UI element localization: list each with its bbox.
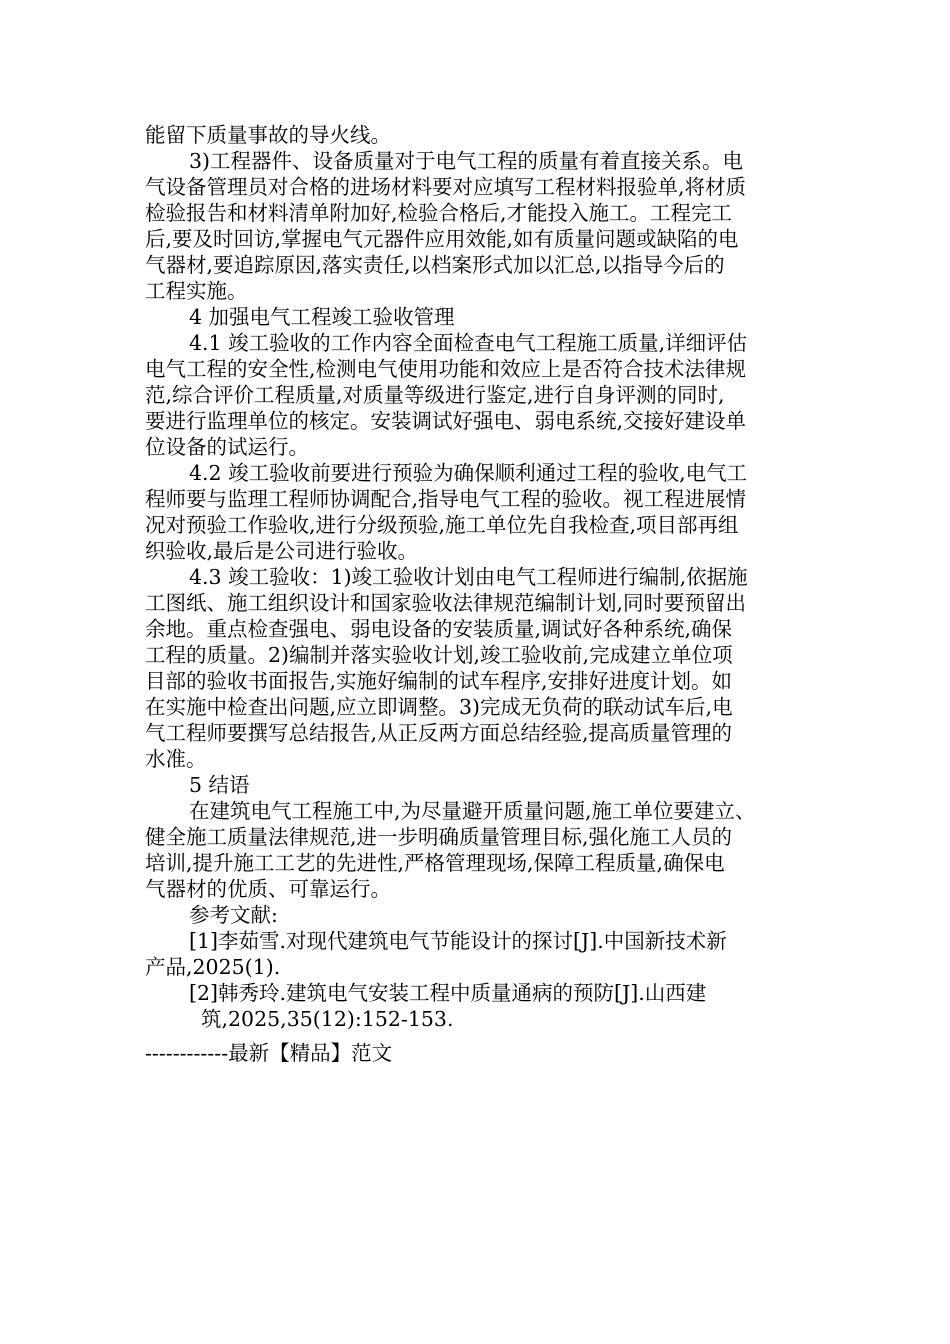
text-line: 余地。重点检查强电、弱电设备的安装质量,调试好各种系统,确保 xyxy=(145,617,733,641)
text-line: 气工程师要撰写总结报告,从正反两方面总结经验,提高质量管理的 xyxy=(145,721,733,745)
text-line: 后,要及时回访,掌握电气元器件应用效能,如有质量问题或缺陷的电 xyxy=(145,227,739,251)
text-line: 要进行监理单位的核定。安装调试好强电、弱电系统,交接好建设单 xyxy=(145,409,747,433)
text-line: 工程的质量。2)编制并落实验收计划,竣工验收前,完成建立单位项 xyxy=(145,643,733,667)
text-line: 参考文献: xyxy=(189,903,278,927)
text-line: 电气工程的安全性,检测电气使用功能和效应上是否符合技术法律规 xyxy=(145,357,747,381)
text-line: 目部的验收书面报告,实施好编制的试车程序,安排好进度计划。如 xyxy=(145,669,733,693)
text-line: 位设备的试运行。 xyxy=(145,435,309,459)
text-line: 在实施中检查出问题,应立即调整。3)完成无负荷的联动试车后,电 xyxy=(145,695,733,719)
text-line: [2]韩秀玲.建筑电气安装工程中质量通病的预防[J].山西建 xyxy=(189,981,707,1005)
text-line: 健全施工质量法律规范,进一步明确质量管理目标,强化施工人员的 xyxy=(145,825,733,849)
text-line: 筑,2025,35(12):152-153. xyxy=(201,1007,454,1031)
text-line: 工图纸、施工组织设计和国家验收法律规范编制计划,同时要预留出 xyxy=(145,591,747,615)
text-line: 3)工程器件、设备质量对于电气工程的质量有着直接关系。电 xyxy=(189,149,744,173)
text-line: 织验收,最后是公司进行验收。 xyxy=(145,539,419,563)
footer-text: ------------最新【精品】范文 xyxy=(145,1041,393,1065)
text-line: 工程实施。 xyxy=(145,279,248,303)
text-line: 范,综合评价工程质量,对质量等级进行鉴定,进行自身评测的同时, xyxy=(145,383,725,407)
document-body xyxy=(145,122,810,1032)
text-line: 培训,提升施工工艺的先进性,严格管理现场,保障工程质量,确保电 xyxy=(145,851,725,875)
text-line: 4.1 竣工验收的工作内容全面检查电气工程施工质量,详细评估 xyxy=(189,331,748,355)
text-line: 产品,2025(1). xyxy=(145,955,281,979)
text-line: 能留下质量事故的导火线。 xyxy=(145,123,391,147)
text-line: 况对预验工作验收,进行分级预验,施工单位先自我检查,项目部再组 xyxy=(145,513,739,537)
text-line: 4 加强电气工程竣工验收管理 xyxy=(189,305,455,329)
text-line: 水准。 xyxy=(145,747,207,771)
text-line: 程师要与监理工程师协调配合,指导电气工程的验收。视工程进展情 xyxy=(145,487,747,511)
text-line: [1]李茹雪.对现代建筑电气节能设计的探讨[J].中国新技术新 xyxy=(189,929,727,953)
text-line: 5 结语 xyxy=(189,773,250,797)
text-line: 气器材的优质、可靠运行。 xyxy=(145,877,391,901)
text-line: 检验报告和材料清单附加好,检验合格后,才能投入施工。工程完工 xyxy=(145,201,733,225)
text-line: 在建筑电气工程施工中,为尽量避开质量问题,施工单位要建立、 xyxy=(189,799,756,823)
text-line: 4.2 竣工验收前要进行预验为确保顺利通过工程的验收,电气工 xyxy=(189,461,748,485)
text-line: 4.3 竣工验收：1)竣工验收计划由电气工程师进行编制,依据施 xyxy=(189,565,748,589)
text-line: 气器材,要追踪原因,落实责任,以档案形式加以汇总,以指导今后的 xyxy=(145,253,725,277)
text-line: 气设备管理员对合格的进场材料要对应填写工程材料报验单,将材质 xyxy=(145,175,747,199)
